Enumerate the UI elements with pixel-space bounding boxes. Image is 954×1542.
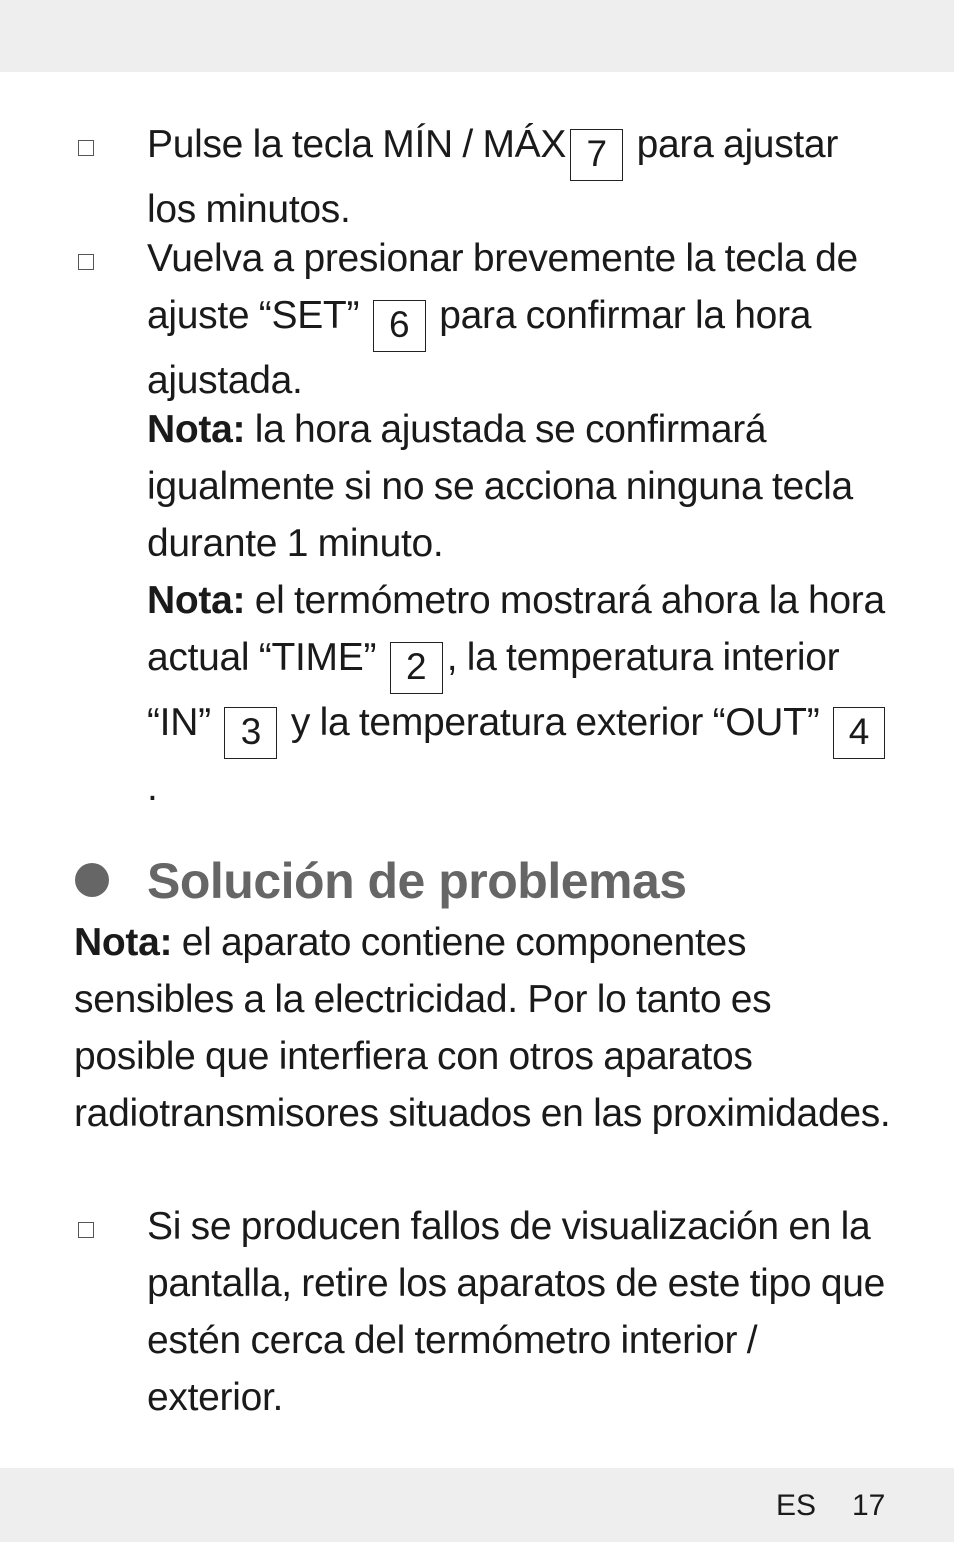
note-label: Nota: bbox=[147, 408, 246, 451]
checkbox-bullet-icon bbox=[78, 1222, 94, 1238]
section-bullet-icon bbox=[75, 863, 109, 897]
step-text: para confirmar la hora ajustada. bbox=[147, 294, 812, 402]
note-text: el aparato contiene componentes sensibles a la electricidad. Por lo tanto es posible que interfiera con otros aparatos radiotransmisores situados en las proximidades. bbox=[74, 921, 891, 1135]
step-adjust-minutes bbox=[147, 116, 892, 238]
note-label: Nota: bbox=[74, 921, 173, 964]
note-display-values bbox=[147, 572, 892, 816]
page-number: 17 bbox=[852, 1489, 886, 1522]
note-text: el termómetro mostrará ahora la hora actual “TIME” bbox=[147, 579, 885, 679]
checkbox-bullet-icon bbox=[78, 254, 94, 270]
note-auto-confirm bbox=[147, 401, 892, 572]
step-text: Vuelva a presionar brevemente la tecla de ajuste “SET” bbox=[147, 237, 858, 337]
header-band bbox=[0, 0, 954, 72]
checkbox-bullet-icon bbox=[78, 140, 94, 156]
note-label: Nota: bbox=[147, 579, 246, 622]
reference-number-box: 7 bbox=[570, 129, 623, 181]
reference-number-box: 4 bbox=[833, 707, 885, 759]
note-text: , la temperatura interior “IN” bbox=[147, 636, 840, 744]
note-text: y la temperatura exterior “OUT” bbox=[290, 701, 820, 744]
step-text: para ajustar los minutos. bbox=[147, 123, 839, 231]
note-text: . bbox=[147, 766, 158, 809]
step-text: Pulse la tecla MÍN / MÁX bbox=[147, 123, 567, 166]
reference-number-box: 2 bbox=[390, 642, 443, 694]
note-interference bbox=[74, 914, 894, 1142]
reference-number-box: 6 bbox=[373, 300, 426, 352]
reference-number-box: 3 bbox=[224, 707, 277, 759]
step-confirm-time bbox=[147, 230, 892, 409]
section-heading: Solución de problemas bbox=[147, 853, 687, 909]
note-text: la hora ajustada se confirmará igualmente si no se acciona ninguna tecla durante 1 minuto. bbox=[147, 408, 853, 565]
step-text: Si se producen fallos de visualización en la pantalla, retire los aparatos de este tipo que estén cerca del termómetro interior / exterior. bbox=[147, 1205, 886, 1419]
footer-language: ES bbox=[776, 1489, 817, 1522]
step-remove-devices bbox=[147, 1198, 892, 1426]
